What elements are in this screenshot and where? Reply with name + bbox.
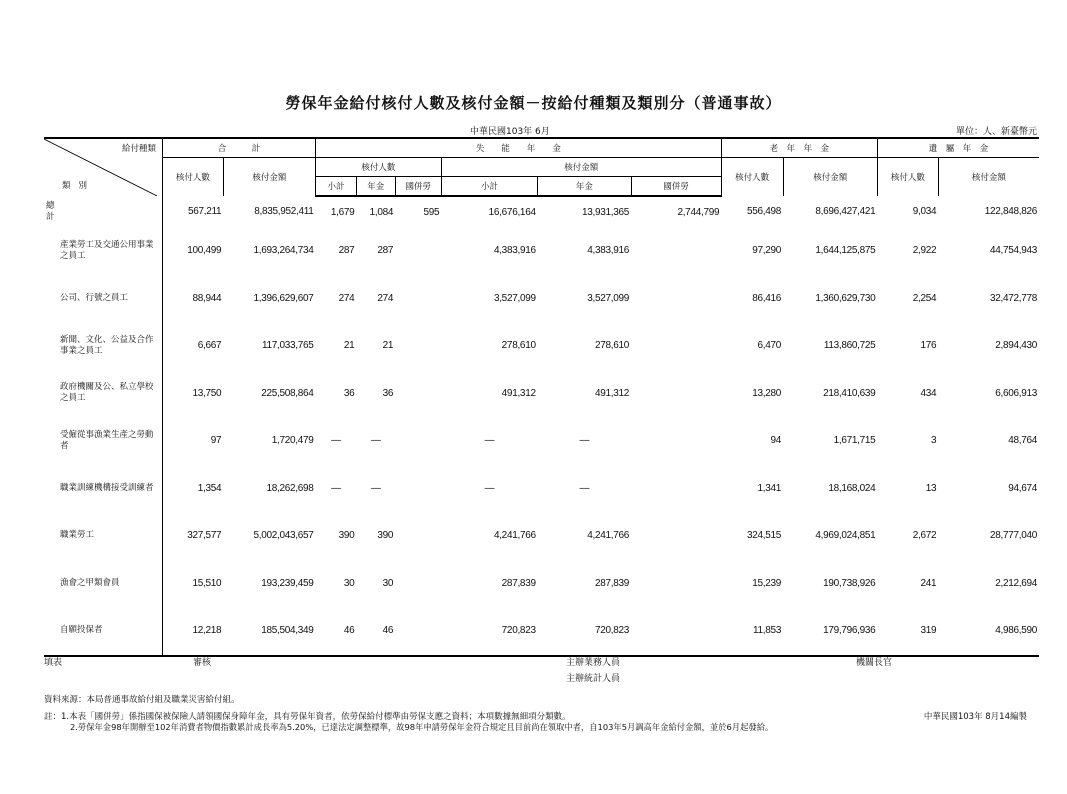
cell-dis-amt-np	[631, 607, 721, 656]
header-surv-count: 核付人數	[877, 158, 938, 197]
cell-total-amount: 1,720,479	[271, 435, 314, 447]
header-dis-count: 核付人數	[316, 158, 442, 177]
cell-total-amount: 1,396,629,607	[253, 292, 314, 304]
cell-surv-cnt: 2,922	[912, 245, 937, 257]
cell-old-amt: 1,360,629,730	[815, 292, 876, 304]
row-category-label: 總 計	[46, 200, 138, 222]
cell-old-cnt: 1,341	[757, 482, 782, 494]
cell-dis-amt-np	[631, 275, 721, 323]
row-category-label: 職業勞工	[60, 530, 95, 541]
table-body	[44, 196, 1039, 656]
cell-old-cnt: 86,416	[752, 292, 782, 304]
cell-dis-amt-sub: 4,383,916	[493, 245, 536, 257]
cell-total-amount: 225,508,864	[261, 387, 314, 399]
header-dis-count-subtotal: 小計	[316, 177, 357, 197]
cell-total-count: 567,211	[162, 196, 223, 227]
header-old-count: 核付人數	[721, 158, 783, 197]
agency-head-label: 機關長官	[856, 658, 893, 668]
cell-dis-amt-ann: 720,823	[538, 607, 631, 656]
business-head-label: 主辦業務人員	[566, 658, 621, 668]
cell-surv-amt: 94,674	[1008, 482, 1037, 494]
row-category-label: 公司、行號之員工	[60, 292, 129, 303]
cell-total-amount: 185,504,349	[223, 607, 315, 656]
cell-total-amount: 117,033,765	[261, 340, 314, 352]
cell-dis-amt-np	[631, 227, 721, 275]
cell-dis-amt-np	[631, 417, 721, 465]
cell-total-amount: 5,002,043,657	[253, 530, 314, 542]
table-row	[44, 607, 1039, 656]
cell-dis-cnt-ann: 1,084	[369, 206, 394, 218]
cell-dis-cnt-sub: 1,679	[330, 206, 355, 218]
cell-surv-cnt: 9,034	[912, 206, 937, 217]
cell-dis-amt-ann: —	[579, 482, 590, 494]
cell-dis-cnt-sub: 46	[316, 607, 357, 656]
header-old-age: 老 年 年 金	[721, 138, 877, 158]
cell-old-cnt: 11,853	[721, 607, 783, 656]
cell-total-count: 97	[162, 417, 223, 465]
compiled-date: 中華民國103年 8月14編製	[923, 712, 1027, 722]
cell-old-amt: 8,696,427,421	[815, 206, 876, 217]
cell-total-count: 100,499	[162, 227, 223, 275]
header-dis-amount-subtotal: 小計	[441, 177, 537, 197]
cell-surv-amt: 44,754,943	[989, 245, 1037, 257]
header-dis-count-np: 國併勞	[395, 177, 441, 197]
cell-total-count: 88,944	[162, 275, 223, 323]
cell-old-cnt: 97,290	[752, 245, 782, 257]
cell-dis-cnt-ann: 390	[377, 530, 394, 542]
cell-dis-cnt-ann: 46	[356, 607, 395, 656]
row-category-label: 職業訓練機構接受訓練者	[60, 482, 154, 493]
note-1: 註：1.本表「國併勞」係指國保被保險人請領國保身障年金，具有勞保年資者，依勞保給付標準由勞保支應之資料；本項數據無細項分類數。	[44, 712, 571, 722]
table-row	[44, 322, 1039, 370]
cell-surv-amt: 6,606,913	[995, 387, 1037, 399]
cell-dis-cnt-np	[395, 227, 441, 275]
cell-old-amt: 218,410,639	[823, 387, 876, 399]
cell-old-amt: 1,671,715	[833, 435, 876, 447]
header-total: 合 計	[162, 138, 315, 158]
corner-bottom-label: 類別	[62, 181, 96, 191]
reviewer-label: 審核	[193, 658, 212, 668]
cell-dis-amt-np	[631, 465, 721, 513]
cell-surv-amt: 48,764	[1008, 435, 1037, 447]
cell-dis-cnt-np: 595	[423, 206, 440, 218]
header-dis-amount: 核付金額	[441, 158, 721, 177]
cell-surv-amt: 2,212,694	[995, 577, 1037, 589]
cell-dis-cnt-sub: 30	[343, 577, 355, 589]
row-category-label: 產業勞工及交通公用事業之員工	[60, 239, 154, 261]
cell-total-amount: 8,835,952,411	[254, 206, 314, 217]
header-dis-amount-np: 國併勞	[631, 177, 721, 197]
cell-dis-amt-np: 2,744,799	[677, 206, 720, 218]
cell-surv-amt: 28,777,040	[989, 530, 1037, 542]
cell-old-cnt: 15,239	[752, 577, 782, 589]
row-category-label: 新聞、文化、公益及合作事業之員工	[60, 334, 154, 356]
table-row	[44, 465, 1039, 513]
cell-total-count: 6,667	[162, 322, 223, 370]
cell-dis-cnt-ann: 287	[377, 245, 394, 257]
cell-dis-amt-ann: 13,931,365	[581, 206, 630, 218]
data-source: 資料來源：本局普通事故給付組及職業災害給付組。	[44, 695, 240, 705]
cell-dis-amt-np	[631, 322, 721, 370]
cell-dis-amt-sub: 491,312	[501, 387, 536, 399]
cell-dis-cnt-sub: 287	[338, 245, 355, 257]
cell-dis-cnt-np	[395, 607, 441, 656]
cell-surv-cnt: 319	[877, 607, 938, 656]
cell-dis-cnt-np	[395, 560, 441, 608]
header-surv-amount: 核付金額	[938, 158, 1039, 197]
cell-old-amt: 179,796,936	[783, 607, 877, 656]
row-category-label: 漁會之甲類會員	[60, 577, 120, 588]
cell-dis-amt-sub: 278,610	[501, 340, 536, 352]
cell-dis-cnt-sub: 274	[338, 292, 355, 304]
cell-dis-cnt-np	[395, 275, 441, 323]
cell-old-amt: 1,644,125,875	[815, 245, 876, 257]
cell-total-count: 12,218	[162, 607, 223, 656]
cell-dis-amt-np	[631, 512, 721, 560]
cell-surv-cnt: 2,672	[912, 530, 937, 542]
corner-top-label: 給付種類	[121, 144, 156, 154]
cell-surv-amt: 2,894,430	[995, 340, 1037, 352]
cell-total-count: 327,577	[162, 512, 223, 560]
report-date: 中華民國103年 6月	[470, 127, 550, 137]
cell-surv-amt: 122,848,826	[984, 206, 1037, 217]
cell-dis-amt-ann: 3,527,099	[587, 292, 630, 304]
cell-surv-cnt: 434	[920, 387, 937, 399]
note-2: 2.勞保年金98年開辦至102年消費者物價指數累計成長率為5.20%，已達法定調整標準，故98年申請勞保年金符合規定且目前尚在領取中者，自103年5月調高年金給付金額，並於6月起發給。	[70, 722, 774, 732]
cell-old-cnt: 324,515	[747, 530, 782, 542]
cell-surv-amt: 32,472,778	[989, 292, 1037, 304]
row-category-label: 自願投保者	[44, 607, 162, 656]
cell-dis-cnt-ann: 21	[382, 340, 394, 352]
cell-surv-amt: 4,986,590	[938, 607, 1039, 656]
table-row	[44, 227, 1039, 275]
cell-old-amt: 190,738,926	[823, 577, 876, 589]
table-row	[44, 370, 1039, 418]
table-row	[44, 275, 1039, 323]
row-category-label: 受僱從事漁業生產之勞動者	[60, 429, 154, 451]
cell-dis-cnt-ann: —	[370, 482, 381, 494]
row-category-label: 政府機關及公、私立學校之員工	[60, 382, 154, 404]
cell-old-cnt: 6,470	[757, 340, 782, 352]
header-total-count: 核付人數	[162, 158, 223, 197]
cell-dis-amt-ann: —	[579, 435, 590, 447]
cell-dis-amt-sub: 4,241,766	[493, 530, 536, 542]
table-row	[44, 512, 1039, 560]
cell-dis-cnt-np	[395, 370, 441, 418]
cell-total-count: 1,354	[162, 465, 223, 513]
cell-total-amount: 18,262,698	[266, 482, 314, 494]
cell-dis-cnt-ann: —	[370, 435, 381, 447]
cell-surv-cnt: 176	[920, 340, 937, 352]
cell-dis-cnt-ann: 36	[382, 387, 394, 399]
cell-dis-amt-ann: 4,241,766	[587, 530, 630, 542]
cell-dis-cnt-np	[395, 512, 441, 560]
cell-dis-amt-sub: 16,676,164	[488, 206, 536, 218]
cell-dis-amt-np	[631, 370, 721, 418]
cell-dis-cnt-sub: —	[331, 482, 341, 494]
cell-dis-cnt-ann: 30	[382, 577, 394, 589]
cell-old-amt: 113,860,725	[823, 340, 876, 352]
cell-dis-amt-sub: 287,839	[501, 577, 536, 589]
cell-dis-amt-ann: 278,610	[594, 340, 630, 352]
cell-total-count: 15,510	[162, 560, 223, 608]
filler-label: 填表	[44, 658, 63, 668]
cell-total-amount: 193,239,459	[261, 577, 314, 589]
cell-total-count: 13,750	[162, 370, 223, 418]
cell-dis-cnt-np	[395, 465, 441, 513]
header-total-amount: 核付金額	[223, 158, 315, 197]
table-corner	[44, 138, 162, 196]
cell-surv-cnt: 2,254	[912, 292, 937, 304]
cell-dis-amt-ann: 4,383,916	[587, 245, 630, 257]
unit-label: 單位：人、新臺幣元	[955, 127, 1037, 137]
cell-dis-cnt-ann: 274	[377, 292, 394, 304]
cell-surv-cnt: 13	[925, 482, 937, 494]
cell-dis-amt-sub: —	[484, 482, 495, 494]
cell-old-amt: 18,168,024	[828, 482, 876, 494]
table-row	[44, 417, 1039, 465]
cell-surv-cnt: 3	[930, 435, 937, 447]
cell-dis-amt-ann: 491,312	[594, 387, 630, 399]
cell-dis-cnt-sub: 390	[338, 530, 355, 542]
header-survivor: 遺 屬 年 金	[877, 138, 1039, 158]
cell-dis-amt-sub: 720,823	[441, 607, 537, 656]
cell-old-cnt: 94	[770, 435, 782, 447]
header-dis-amount-annuity: 年金	[538, 177, 631, 197]
table-row	[44, 196, 1039, 227]
cell-dis-cnt-np	[395, 322, 441, 370]
cell-dis-cnt-sub: —	[331, 435, 341, 447]
header-old-amount: 核付金額	[783, 158, 877, 197]
cell-total-amount: 1,693,264,734	[253, 245, 314, 257]
stats-head-label: 主辦統計人員	[566, 674, 621, 684]
cell-dis-cnt-sub: 21	[343, 340, 355, 352]
header-disability: 失 能 年 金	[316, 138, 722, 158]
cell-dis-cnt-sub: 36	[343, 387, 355, 399]
cell-dis-amt-ann: 287,839	[594, 577, 630, 589]
cell-old-cnt: 13,280	[752, 387, 782, 399]
cell-surv-cnt: 241	[920, 577, 937, 589]
cell-old-amt: 4,969,024,851	[815, 530, 876, 542]
cell-dis-amt-sub: 3,527,099	[493, 292, 536, 304]
report-title: 勞保年金給付核付人數及核付金額－按給付種類及類別分（普通事故）	[285, 94, 782, 112]
cell-dis-cnt-np	[395, 417, 441, 465]
cell-old-cnt: 556,498	[747, 206, 782, 217]
header-dis-count-annuity: 年金	[356, 177, 395, 197]
table-row	[44, 560, 1039, 608]
cell-dis-amt-sub: —	[484, 435, 495, 447]
cell-dis-amt-np	[631, 560, 721, 608]
annuity-table	[44, 137, 1039, 657]
